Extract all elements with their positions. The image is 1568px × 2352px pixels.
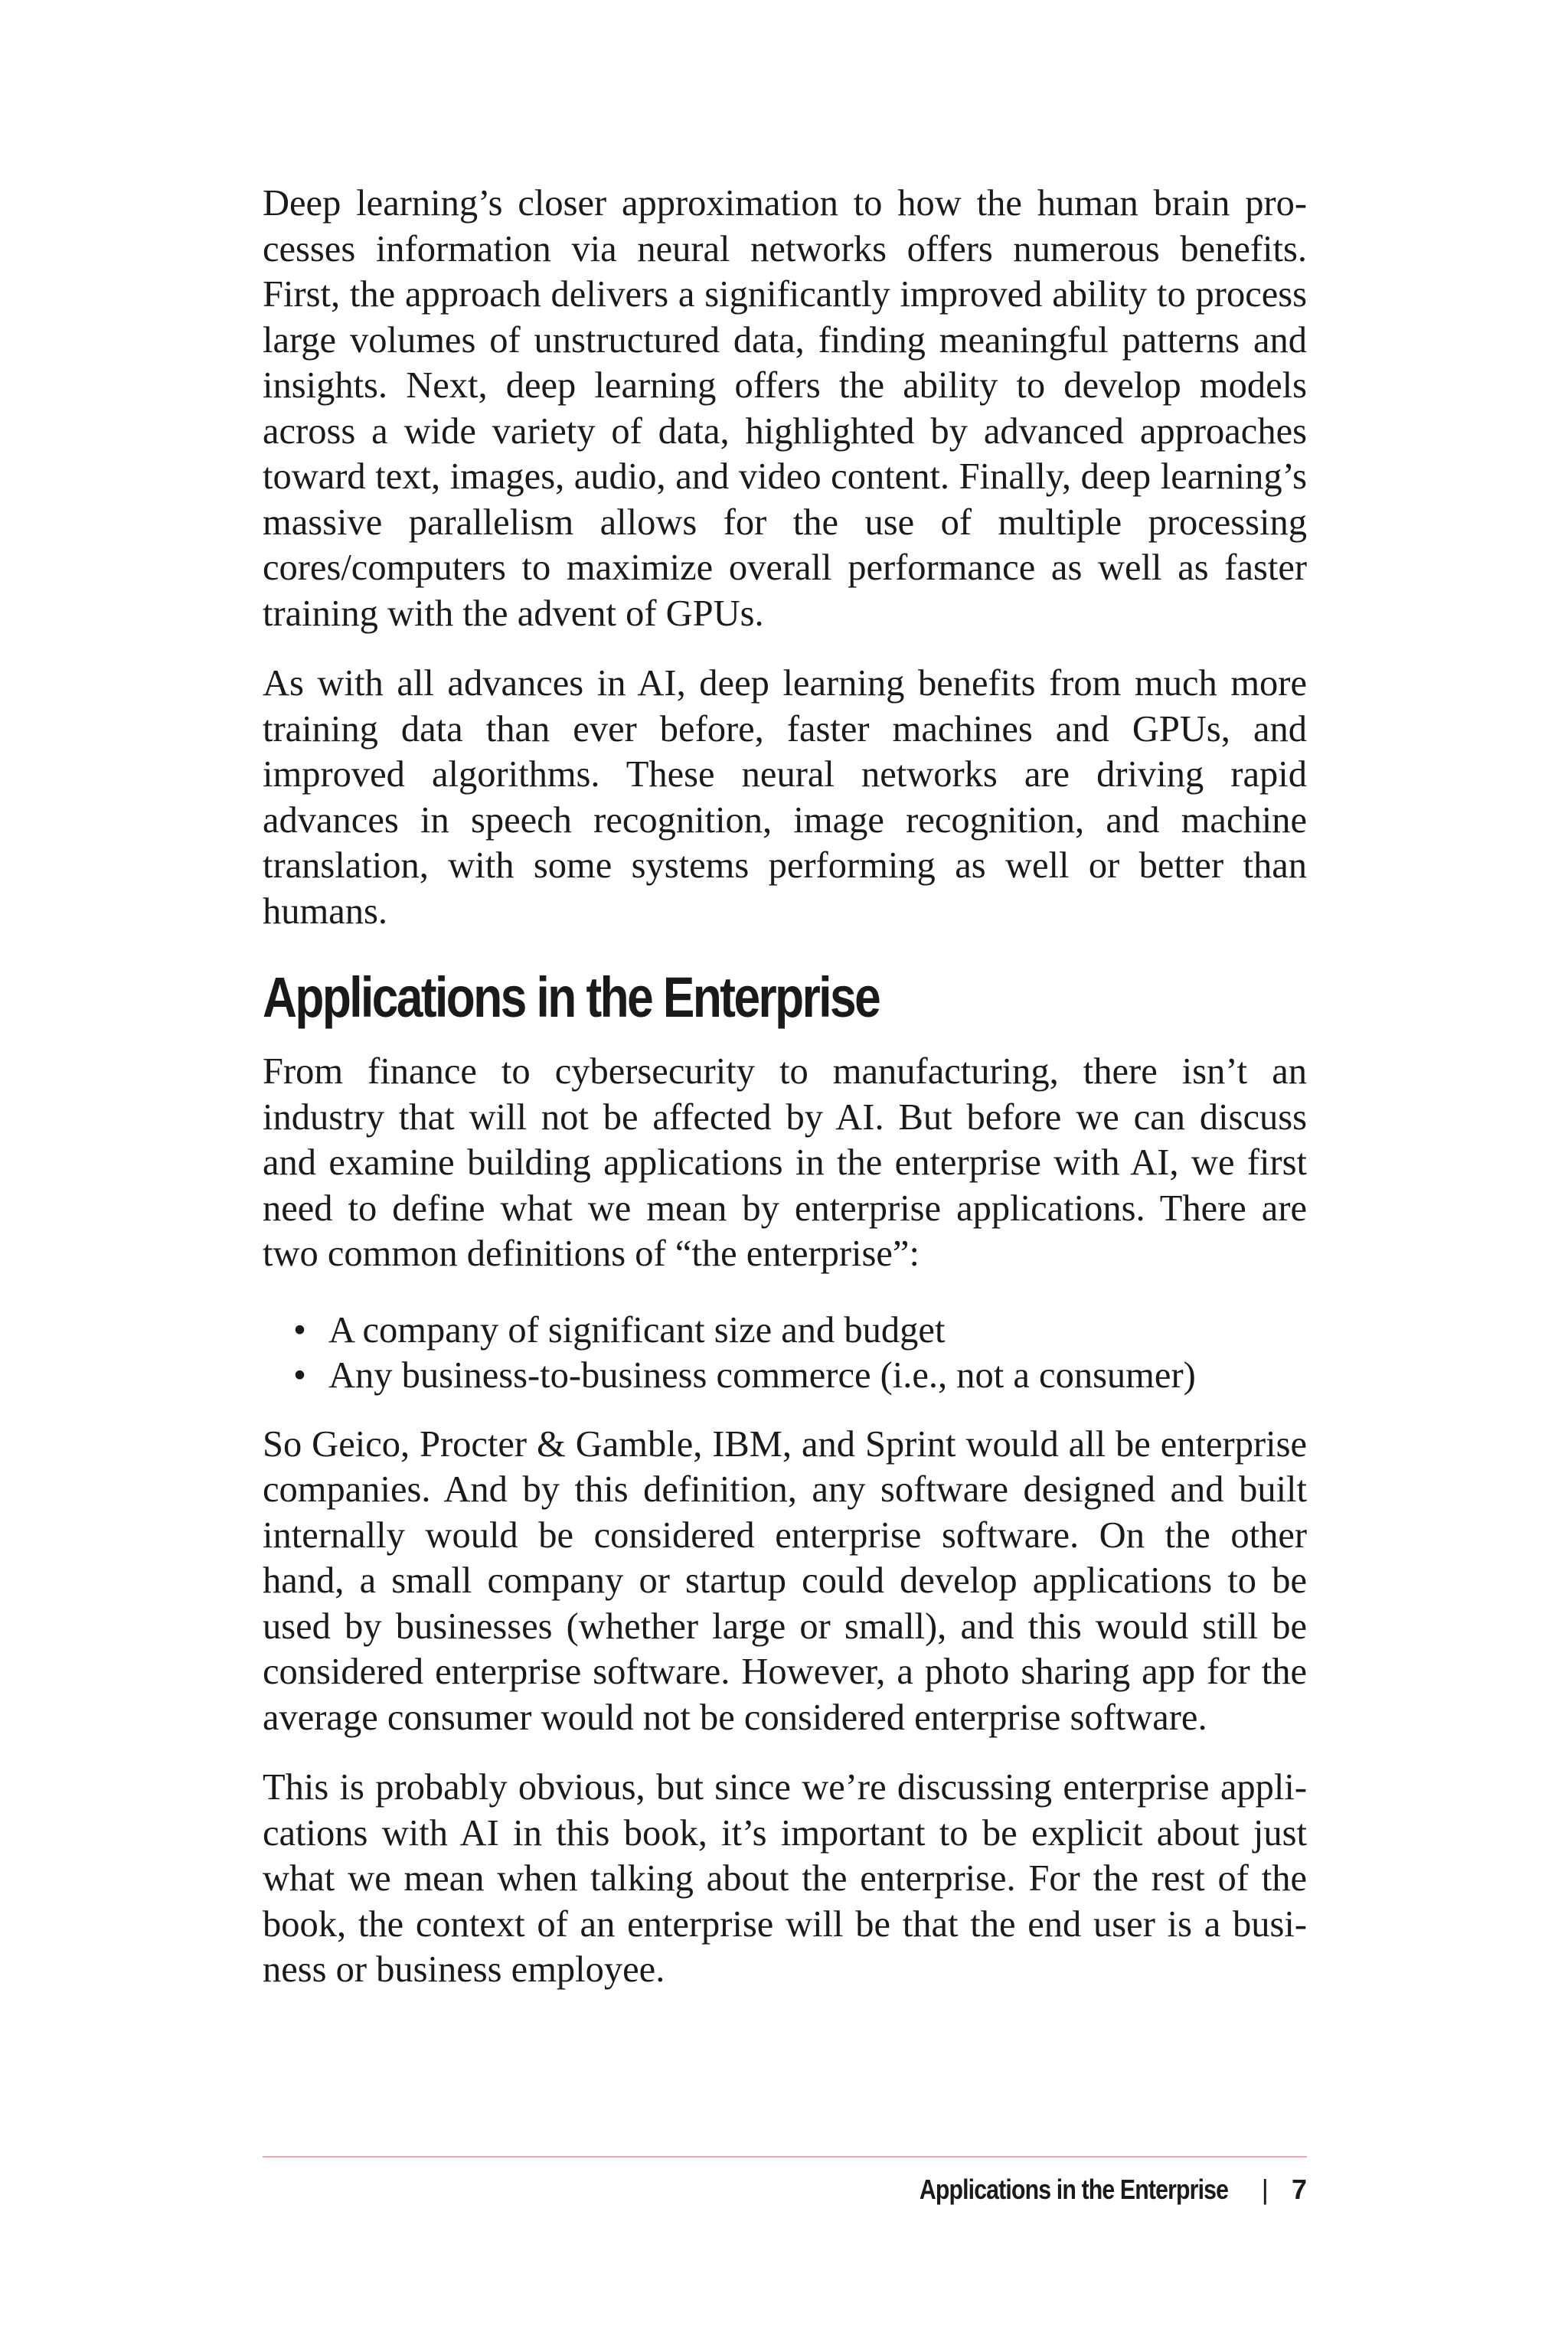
- bullet-icon: •: [293, 1355, 306, 1396]
- paragraph-deep-learning-advances: As with all advances in AI, deep learning benefits from much more training data than ever before, faster machines and GPUs, and improved algorithms. These neural networks are driving rapid advances in speech recognition, image recognition, and machine translation, with some systems performing as well or better than humans.: [263, 663, 1307, 932]
- list-item: [293, 1308, 1307, 1354]
- enterprise-definitions-list: [263, 1308, 1307, 1399]
- page-footer: [861, 2167, 1307, 2213]
- list-item-text: Any business-to-business commerce (i.e., not a consumer): [328, 1355, 1196, 1396]
- footer-separator: |: [1261, 2174, 1269, 2205]
- footer-divider: [263, 2156, 1307, 2158]
- paragraph-deep-learning-benefits: Deep learning’s closer approximation to how the human brain processes information via neural networks offers numerous benefits. First, the approach delivers a significantly improved ability to process large volumes of unstructured data, finding meaningful patterns and insights. Next, deep learning offers the ability to develop models across a wide variety of data, highlighted by advanced approaches toward text, images, audio, and video content. Finally, deep learning’s massive parallelism allows for the use of multiple processing cores/computers to maximize overall performance as well as faster training with the advent of GPUs.: [263, 183, 1307, 634]
- section-heading: Applications in the Enterprise: [263, 965, 880, 1029]
- footer-running-title: Applications in the Enterprise: [919, 2174, 1228, 2205]
- bullet-icon: •: [293, 1309, 306, 1351]
- page-number: 7: [1291, 2174, 1307, 2205]
- page-content: [263, 181, 1307, 2017]
- list-item: [293, 1353, 1307, 1399]
- list-item-text: A company of significant size and budget: [328, 1309, 946, 1351]
- paragraph-enterprise-context: This is probably obvious, but since we’re discussing enterprise applications with AI in this book, it’s important to be explicit about just what we mean when talking about the enterprise. For the rest of the book, the context of an enterprise will be that the end user is a business or business employee.: [263, 1767, 1307, 1990]
- paragraph-enterprise-examples: So Geico, Procter & Gamble, IBM, and Sprint would all be enterprise companies. And by this definition, any software designed and built internally would be considered enterprise software. On the other hand, a small company or startup could develop applications to be used by businesses (whether large or small), and this would still be considered enterprise software. However, a photo sharing app for the average consumer would not be considered enterprise software.: [263, 1423, 1307, 1738]
- paragraph-enterprise-intro: From finance to cybersecurity to manufacturing, there isn’t an industry that will not be affected by AI. But before we can discuss and examine building applications in the enterprise with AI, we first need to define what we mean by enterprise applications. There are two common definitions of “the enterprise”:: [263, 1051, 1307, 1274]
